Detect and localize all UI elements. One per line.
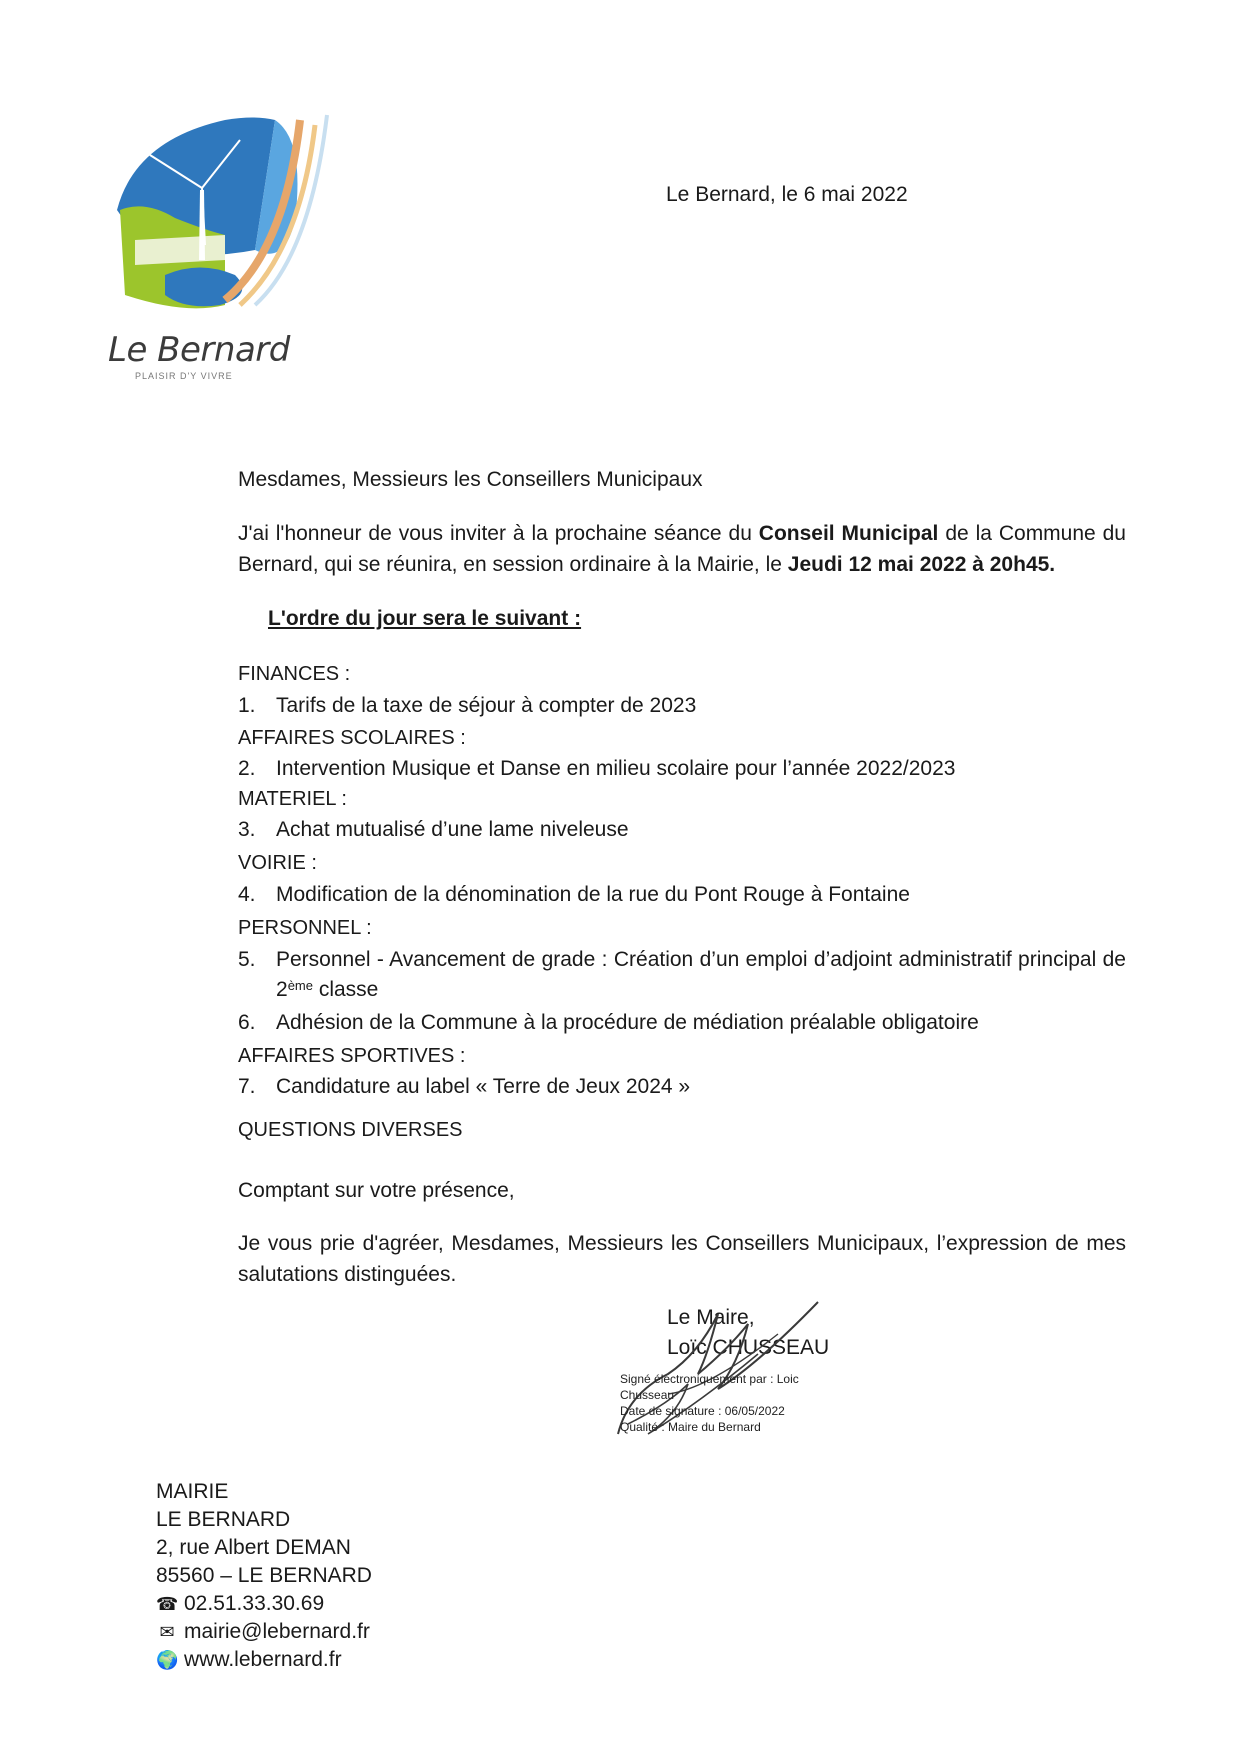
agenda-title: L'ordre du jour sera le suivant : — [268, 607, 582, 630]
agenda-item: 3. Achat mutualisé d’une lame niveleuse — [238, 818, 629, 841]
phone-icon: ☎ — [156, 1594, 179, 1614]
agenda-item: 4. Modification de la dénomination de la rue du Pont Rouge à Fontaine — [238, 883, 910, 906]
agenda-item: 2. Intervention Musique et Danse en milieu scolaire pour l’année 2022/2023 — [238, 757, 956, 780]
footer-street: 2, rue Albert DEMAN — [156, 1536, 351, 1559]
footer-website[interactable]: 🌍 www.lebernard.fr — [156, 1646, 372, 1674]
footer-address — [156, 1478, 372, 1674]
electronic-signature-info: Signé électroniquement par : Loic Chusseau Date de signature : 06/05/2022 Qualité : Maire du Bernard — [620, 1372, 799, 1434]
logo-tagline: PLAISIR D'Y VIVRE — [135, 371, 233, 381]
envelope-icon: ✉ — [159, 1622, 175, 1642]
footer-line-lebernard: LE BERNARD — [156, 1508, 291, 1531]
agenda-item: 7. Candidature au label « Terre de Jeux 2024 » — [238, 1075, 691, 1098]
agenda-item: 6. Adhésion de la Commune à la procédure de médiation préalable obligatoire — [238, 1011, 979, 1034]
closing-salutations: Je vous prie d'agréer, Mesdames, Messieurs les Conseillers Municipaux, l’expression de mes salutations distinguées. — [238, 1232, 1126, 1286]
agenda-item: 5. Personnel - Avancement de grade : Création d’un emploi d’adjoint administratif principal de 2ème classe — [238, 948, 1126, 1001]
signature-title: Le Maire, — [667, 1306, 755, 1329]
footer-phone: ☎ 02.51.33.30.69 — [156, 1590, 372, 1618]
globe-icon: 🌍 — [156, 1650, 179, 1670]
intro-bold-council: Conseil Municipal — [758, 522, 939, 545]
letter-date: Le Bernard, le 6 mai 2022 — [666, 183, 908, 206]
questions-diverses: QUESTIONS DIVERSES — [238, 1119, 463, 1141]
intro-paragraph: J'ai l'honneur de vous inviter à la prochaine séance du Conseil Municipal de la Commune du Bernard, qui se réunira, en session ordinaire à la Mairie, le Jeudi 12 mai 2022 à 20h45. — [238, 522, 1126, 576]
salutation: Mesdames, Messieurs les Conseillers Municipaux — [238, 468, 703, 491]
intro-bold-date: Jeudi 12 mai 2022 à 20h45. — [787, 553, 1056, 576]
signature-name: Loïc CHUSSEAU — [667, 1336, 830, 1359]
footer-line-mairie: MAIRIE — [156, 1480, 229, 1503]
section-finances: FINANCES : — [238, 663, 351, 685]
section-voirie: VOIRIE : — [238, 852, 317, 874]
footer-email[interactable]: ✉ mairie@lebernard.fr — [156, 1618, 372, 1646]
closing-presence: Comptant sur votre présence, — [238, 1179, 515, 1202]
section-personnel: PERSONNEL : — [238, 917, 372, 939]
section-affaires-sportives: AFFAIRES SPORTIVES : — [238, 1045, 466, 1067]
logo-name: Le Bernard — [108, 330, 290, 370]
footer-city: 85560 – LE BERNARD — [156, 1564, 372, 1587]
section-materiel: MATERIEL : — [238, 788, 347, 810]
agenda-item: 1. Tarifs de la taxe de séjour à compter de 2023 — [238, 694, 697, 717]
section-affaires-scolaires: AFFAIRES SCOLAIRES : — [238, 727, 466, 749]
